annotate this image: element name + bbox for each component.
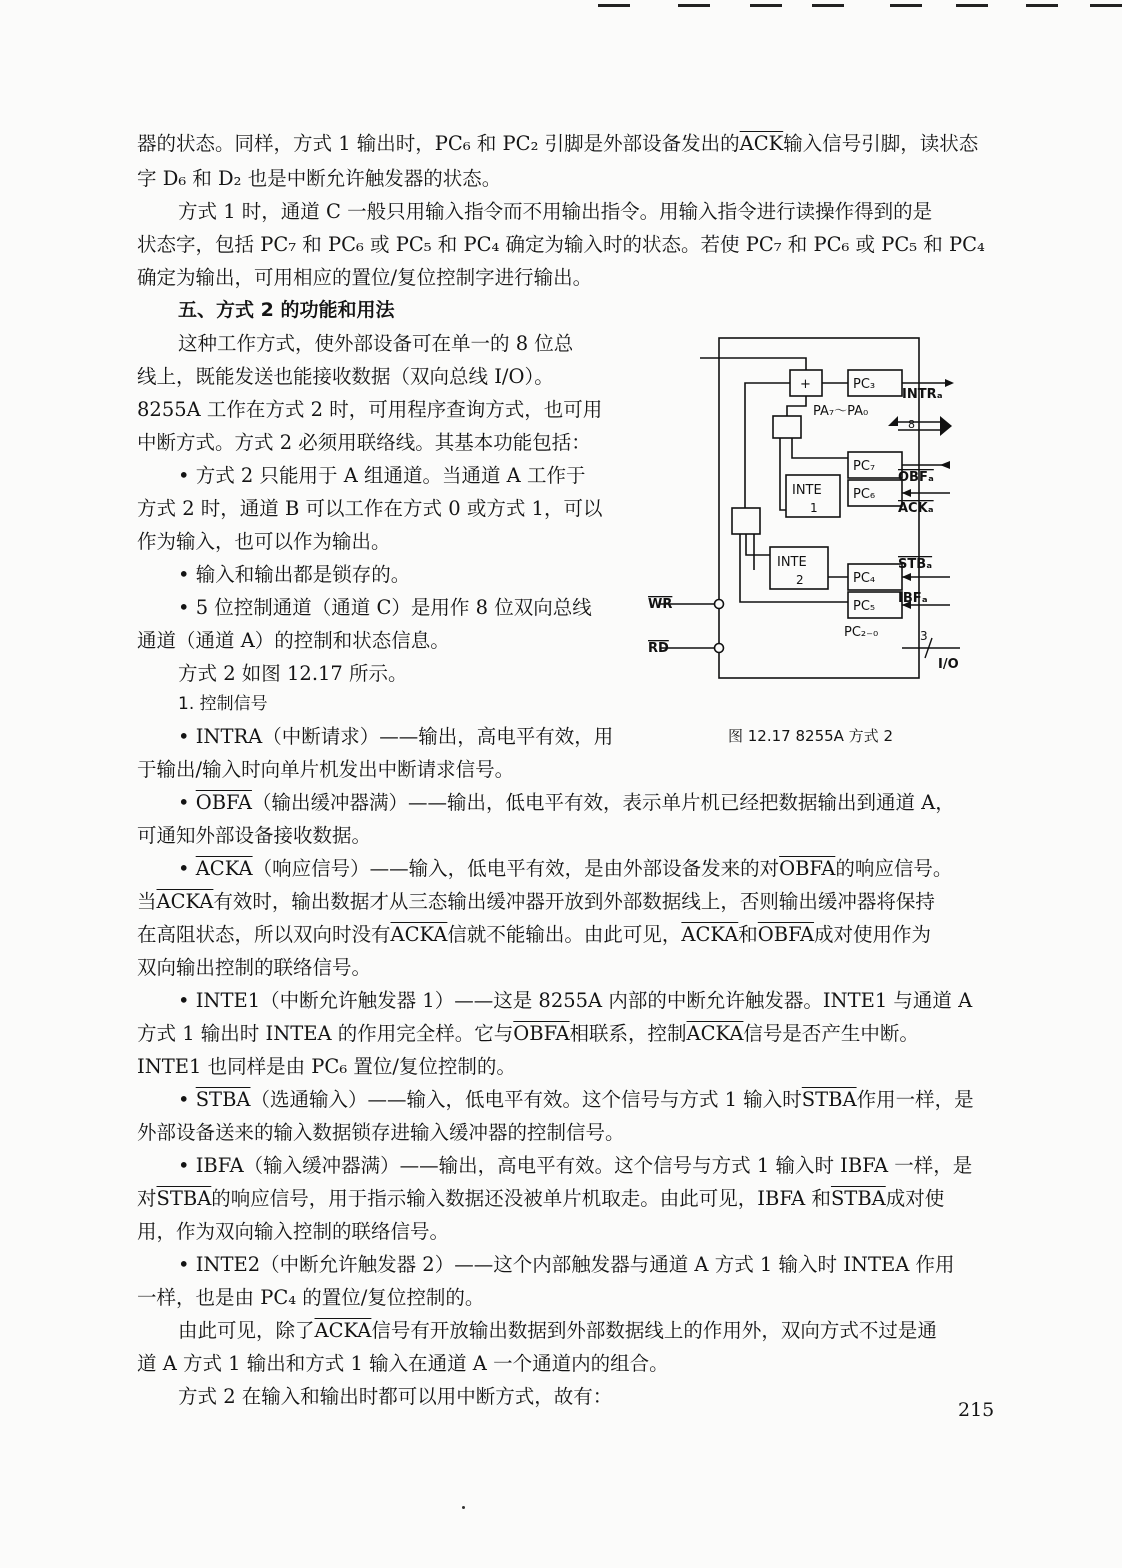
text-line: 字 D₆ 和 D₂ 也是中断允许触发器的状态。 (137, 167, 502, 190)
text-line: 方式 1 时，通道 C 一般只用输入指令而不用输出指令。用输入指令进行读操作得到的是 (178, 200, 933, 223)
wr-pin (715, 600, 724, 609)
text-line: • STBA（选通输入）——输入，低电平有效。这个信号与方式 1 输入时STBA作用一样，是 (178, 1088, 974, 1111)
text-line: 外部设备送来的输入数据锁存进输入缓冲器的控制信号。 (137, 1121, 625, 1144)
text-line: 状态字，包括 PC₇ 和 PC₆ 或 PC₅ 和 PC₄ 确定为输入时的状态。若使 PC₇ 和 PC₆ 或 PC₅ 和 PC₄ (137, 233, 985, 256)
text-line: • 方式 2 只能用于 A 组通道。当通道 A 工作于 (178, 464, 586, 487)
figure-8255a-mode2 (640, 330, 980, 680)
text-line: 在高阻状态，所以双向时没有ACKA信就不能输出。由此可见，ACKA和OBFA成对使用作为 (137, 923, 932, 946)
and-gate-2 (732, 508, 760, 534)
text-line: • OBFA（输出缓冲器满）——输出，低电平有效，表示单片机已经把数据输出到通道 A， (178, 791, 955, 814)
text-line: 用，作为双向输入控制的联络信号。 (137, 1220, 450, 1243)
figure-caption: 图 12.17 8255A 方式 2 (728, 727, 893, 745)
obfa-label: OBFₐ (898, 470, 934, 485)
text-line: 当ACKA有效时，输出数据才从三态输出缓冲器开放到外部数据线上，否则输出缓冲器将保持 (137, 890, 935, 913)
inte1-label: INTE (792, 483, 822, 498)
ibfa-label: IBFₐ (898, 591, 928, 606)
io-width-label: 3 (920, 629, 928, 643)
text-line: 方式 2 在输入和输出时都可以用中断方式，故有： (178, 1385, 613, 1408)
speck (462, 1506, 465, 1509)
text-line: • INTE2（中断允许触发器 2）——这个内部触发器与通道 A 方式 1 输入时 INTEA 作用 (178, 1253, 955, 1276)
and-gate-1 (773, 416, 801, 438)
pa-label: PA₇～PA₀ (813, 404, 869, 419)
text-line: 确定为输出，可用相应的置位/复位控制字进行输出。 (137, 266, 593, 289)
pc20-label: PC₂₋₀ (844, 625, 879, 640)
pc7-label: PC₇ (853, 459, 876, 474)
text-line: • 5 位控制通道（通道 C）是用作 8 位双向总线 (178, 596, 592, 619)
pc3-label: PC₃ (853, 377, 876, 392)
rd-pin (715, 644, 724, 653)
acka-label: ACKₐ (898, 501, 934, 516)
text-line: 通道（通道 A）的控制和状态信息。 (137, 629, 450, 652)
text-line: 方式 2 时，通道 B 可以工作在方式 0 或方式 1，可以 (137, 497, 603, 520)
text-line: 于输出/输入时向单片机发出中断请求信号。 (137, 758, 515, 781)
inte1-number: 1 (810, 501, 818, 515)
text-line: 由此可见，除了ACKA信号有开放输出数据到外部数据线上的作用外，双向方式不过是通 (178, 1319, 937, 1342)
text-line: 线上，既能发送也能接收数据（双向总线 I/O）。 (137, 365, 554, 388)
rd-label: RD (648, 641, 669, 656)
pc5-label: PC₅ (853, 599, 876, 614)
text-line: • ACKA（响应信号）——输入，低电平有效，是由外部设备发来的对OBFA的响应信号。 (178, 857, 953, 880)
text-line: 一样，也是由 PC₄ 的置位/复位控制的。 (137, 1286, 485, 1309)
text-line: • 输入和输出都是锁存的。 (178, 563, 411, 586)
inte2-number: 2 (796, 573, 804, 587)
text-line: INTE1 也同样是由 PC₆ 置位/复位控制的。 (137, 1055, 516, 1078)
text-line: 双向输出控制的联络信号。 (137, 956, 372, 979)
text-line: 方式 2 如图 12.17 所示。 (178, 662, 408, 685)
text-line: 这种工作方式，使外部设备可在单一的 8 位总 (178, 332, 574, 355)
bus-width-label: 8 (908, 418, 915, 431)
top-border-dashes (590, 0, 1122, 10)
text-line: 方式 1 输出时 INTEA 的作用完全样。它与OBFA相联系，控制ACKA信号是否产生中断。 (137, 1022, 919, 1045)
pc4-label: PC₄ (853, 571, 876, 586)
text-line: 中断方式。方式 2 必须用联络线。其基本功能包括： (137, 431, 591, 454)
text-line: 作为输入，也可以作为输出。 (137, 530, 391, 553)
plus-label: + (800, 377, 811, 392)
text-line: 器的状态。同样，方式 1 输出时，PC₆ 和 PC₂ 引脚是外部设备发出的$\overline{ACK}$输入信号引脚，读状态 (137, 132, 979, 155)
subheading: 1. 控制信号 (178, 694, 268, 714)
page-number: 215 (958, 1399, 995, 1421)
inte2-label: INTE (777, 555, 807, 570)
wr-label: WR (648, 597, 673, 612)
stba-label: STBₐ (898, 557, 933, 572)
pc6-label: PC₆ (853, 487, 876, 502)
intra-label: INTRₐ (902, 387, 943, 402)
text-line: • INTRA（中断请求）——输出，高电平有效，用 (178, 725, 614, 748)
section-heading: 五、方式 2 的功能和用法 (178, 299, 395, 321)
text-line: 可通知外部设备接收数据。 (137, 824, 372, 847)
io-label: I/O (938, 657, 959, 672)
text-line: 8255A 工作在方式 2 时，可用程序查询方式，也可用 (137, 398, 603, 421)
text-line: 对STBA的响应信号，用于指示输入数据还没被单片机取走。由此可见，IBFA 和STBA成对使 (137, 1187, 945, 1210)
text-line: 道 A 方式 1 输出和方式 1 输入在通道 A 一个通道内的组合。 (137, 1352, 669, 1375)
text-line: • IBFA（输入缓冲器满）——输出，高电平有效。这个信号与方式 1 输入时 IBFA 一样，是 (178, 1154, 973, 1177)
text-line: • INTE1（中断允许触发器 1）——这是 8255A 内部的中断允许触发器。INTE1 与通道 A (178, 989, 973, 1012)
